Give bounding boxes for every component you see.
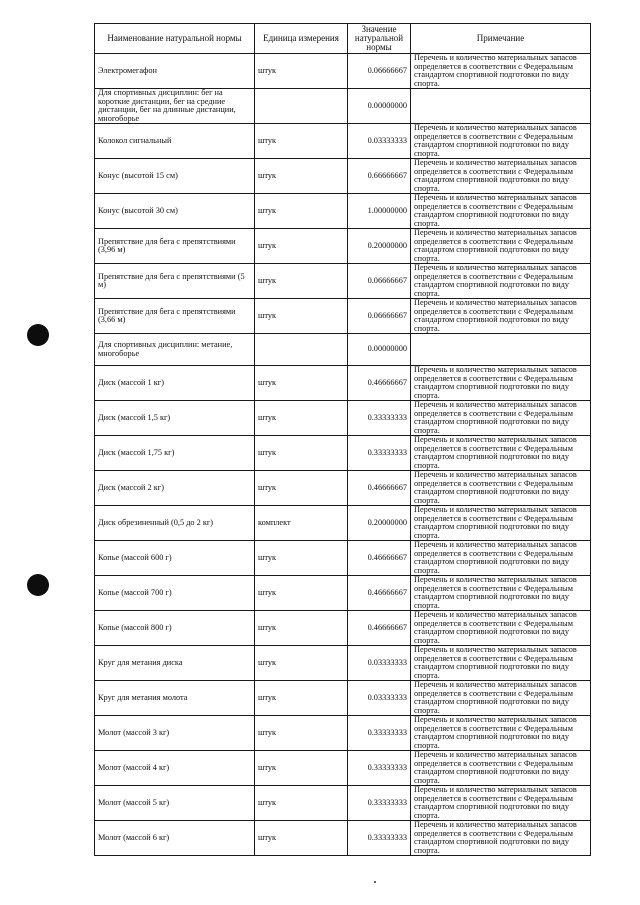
cell-value: 0.33333333: [348, 401, 411, 436]
cell-value: 0.03333333: [348, 646, 411, 681]
table-row: [95, 541, 591, 576]
binder-hole-upper: [27, 324, 49, 346]
cell-name: Диск (массой 1,5 кг): [95, 401, 255, 436]
table-body: [95, 54, 591, 856]
cell-name: Препятствие для бега с препятствиями (3,96 м): [95, 229, 255, 264]
scan-speck: [374, 881, 376, 883]
cell-value: 0.03333333: [348, 681, 411, 716]
cell-unit: штук: [255, 646, 348, 681]
table-row: [95, 821, 591, 856]
table-row: [95, 194, 591, 229]
cell-name: Для спортивных дисциплин: метание, многоборье: [95, 334, 255, 366]
cell-value: 0.06666667: [348, 54, 411, 89]
table-row: [95, 89, 591, 124]
cell-note: Перечень и количество материальных запасов определяется в соответствии с Федеральным стандартом спортивной подготовки по виду спорта.: [411, 681, 591, 716]
cell-note: Перечень и количество материальных запасов определяется в соответствии с Федеральным стандартом спортивной подготовки по виду спорта.: [411, 716, 591, 751]
cell-note: Перечень и количество материальных запасов определяется в соответствии с Федеральным стандартом спортивной подготовки по виду спорта.: [411, 401, 591, 436]
table-row: [95, 299, 591, 334]
cell-unit: штук: [255, 54, 348, 89]
cell-name: Молот (массой 4 кг): [95, 751, 255, 786]
cell-unit: штук: [255, 576, 348, 611]
cell-value: 1.00000000: [348, 194, 411, 229]
cell-value: 0.03333333: [348, 124, 411, 159]
cell-unit: штук: [255, 159, 348, 194]
cell-name: Круг для метания диска: [95, 646, 255, 681]
cell-value: 0.33333333: [348, 436, 411, 471]
cell-value: 0.33333333: [348, 821, 411, 856]
cell-unit: штук: [255, 751, 348, 786]
cell-name: Молот (массой 6 кг): [95, 821, 255, 856]
table-row: [95, 401, 591, 436]
cell-unit: штук: [255, 681, 348, 716]
table-row: [95, 646, 591, 681]
table-row: [95, 124, 591, 159]
cell-unit: штук: [255, 124, 348, 159]
header-unit: Единица измерения: [255, 24, 348, 54]
cell-note: Перечень и количество материальных запасов определяется в соответствии с Федеральным стандартом спортивной подготовки по виду спорта.: [411, 264, 591, 299]
cell-name: Диск (массой 1 кг): [95, 366, 255, 401]
cell-note: Перечень и количество материальных запасов определяется в соответствии с Федеральным стандартом спортивной подготовки по виду спорта.: [411, 194, 591, 229]
cell-name: Копье (массой 600 г): [95, 541, 255, 576]
cell-unit: штук: [255, 716, 348, 751]
cell-note: Перечень и количество материальных запасов определяется в соответствии с Федеральным стандартом спортивной подготовки по виду спорта.: [411, 821, 591, 856]
cell-note: Перечень и количество материальных запасов определяется в соответствии с Федеральным стандартом спортивной подготовки по виду спорта.: [411, 576, 591, 611]
table-row: [95, 611, 591, 646]
cell-note: Перечень и количество материальных запасов определяется в соответствии с Федеральным стандартом спортивной подготовки по виду спорта.: [411, 54, 591, 89]
table-row: [95, 576, 591, 611]
table-row: [95, 334, 591, 366]
cell-name: Молот (массой 5 кг): [95, 786, 255, 821]
cell-name: Круг для метания молота: [95, 681, 255, 716]
cell-value: 0.46666667: [348, 471, 411, 506]
cell-unit: штук: [255, 471, 348, 506]
cell-unit: штук: [255, 611, 348, 646]
cell-unit: штук: [255, 366, 348, 401]
table-row: [95, 54, 591, 89]
cell-name: Конус (высотой 30 см): [95, 194, 255, 229]
cell-name: Диск (массой 2 кг): [95, 471, 255, 506]
cell-unit: штук: [255, 436, 348, 471]
cell-note: Перечень и количество материальных запасов определяется в соответствии с Федеральным стандартом спортивной подготовки по виду спорта.: [411, 159, 591, 194]
cell-value: 0.46666667: [348, 611, 411, 646]
cell-name: Препятствие для бега с препятствиями (3,66 м): [95, 299, 255, 334]
cell-unit: штук: [255, 821, 348, 856]
table-row: [95, 506, 591, 541]
cell-value: 0.20000000: [348, 229, 411, 264]
cell-name: Колокол сигнальный: [95, 124, 255, 159]
cell-name: Конус (высотой 15 см): [95, 159, 255, 194]
cell-value: 0.33333333: [348, 786, 411, 821]
cell-unit: штук: [255, 541, 348, 576]
cell-note: Перечень и количество материальных запасов определяется в соответствии с Федеральным стандартом спортивной подготовки по виду спорта.: [411, 124, 591, 159]
table-row: [95, 751, 591, 786]
cell-note: Перечень и количество материальных запасов определяется в соответствии с Федеральным стандартом спортивной подготовки по виду спорта.: [411, 541, 591, 576]
cell-value: 0.00000000: [348, 89, 411, 124]
table-row: [95, 264, 591, 299]
cell-note: Перечень и количество материальных запасов определяется в соответствии с Федеральным стандартом спортивной подготовки по виду спорта.: [411, 751, 591, 786]
cell-name: Диск (массой 1,75 кг): [95, 436, 255, 471]
cell-note: Перечень и количество материальных запасов определяется в соответствии с Федеральным стандартом спортивной подготовки по виду спорта.: [411, 229, 591, 264]
cell-value: 0.33333333: [348, 716, 411, 751]
cell-unit: штук: [255, 401, 348, 436]
cell-note: [411, 89, 591, 124]
cell-name: Копье (массой 700 г): [95, 576, 255, 611]
binder-hole-lower: [27, 574, 49, 596]
table-header-row: [95, 24, 591, 54]
table-row: [95, 366, 591, 401]
table-row: [95, 471, 591, 506]
cell-value: 0.06666667: [348, 264, 411, 299]
cell-value: 0.06666667: [348, 299, 411, 334]
table-row: [95, 716, 591, 751]
cell-note: Перечень и количество материальных запасов определяется в соответствии с Федеральным стандартом спортивной подготовки по виду спорта.: [411, 436, 591, 471]
cell-unit: штук: [255, 264, 348, 299]
cell-note: Перечень и количество материальных запасов определяется в соответствии с Федеральным стандартом спортивной подготовки по виду спорта.: [411, 299, 591, 334]
cell-name: Для спортивных дисциплин: бег на короткие дистанции, бег на средние дистанции, бег на длинные дистанции, многоборье: [95, 89, 255, 124]
cell-note: Перечень и количество материальных запасов определяется в соответствии с Федеральным стандартом спортивной подготовки по виду спорта.: [411, 611, 591, 646]
cell-value: 0.66666667: [348, 159, 411, 194]
cell-note: Перечень и количество материальных запасов определяется в соответствии с Федеральным стандартом спортивной подготовки по виду спорта.: [411, 366, 591, 401]
cell-name: Электромегафон: [95, 54, 255, 89]
cell-name: Препятствие для бега с препятствиями (5 м): [95, 264, 255, 299]
cell-value: 0.46666667: [348, 541, 411, 576]
table-row: [95, 786, 591, 821]
cell-note: [411, 334, 591, 366]
cell-unit: комплект: [255, 506, 348, 541]
cell-unit: штук: [255, 194, 348, 229]
cell-unit: штук: [255, 786, 348, 821]
cell-note: Перечень и количество материальных запасов определяется в соответствии с Федеральным стандартом спортивной подготовки по виду спорта.: [411, 646, 591, 681]
cell-note: Перечень и количество материальных запасов определяется в соответствии с Федеральным стандартом спортивной подготовки по виду спорта.: [411, 471, 591, 506]
header-value: Значение натуральной нормы: [348, 24, 411, 54]
header-note: Примечание: [411, 24, 591, 54]
cell-name: Молот (массой 3 кг): [95, 716, 255, 751]
cell-unit: [255, 89, 348, 124]
cell-name: Копье (массой 800 г): [95, 611, 255, 646]
cell-value: 0.33333333: [348, 751, 411, 786]
cell-value: 0.46666667: [348, 366, 411, 401]
cell-unit: [255, 334, 348, 366]
header-name: Наименование натуральной нормы: [95, 24, 255, 54]
cell-unit: штук: [255, 299, 348, 334]
cell-value: 0.20000000: [348, 506, 411, 541]
table-row: [95, 681, 591, 716]
table-row: [95, 229, 591, 264]
cell-note: Перечень и количество материальных запасов определяется в соответствии с Федеральным стандартом спортивной подготовки по виду спорта.: [411, 506, 591, 541]
table-row: [95, 159, 591, 194]
cell-value: 0.00000000: [348, 334, 411, 366]
cell-note: Перечень и количество материальных запасов определяется в соответствии с Федеральным стандартом спортивной подготовки по виду спорта.: [411, 786, 591, 821]
norms-table: [94, 23, 591, 856]
cell-name: Диск обрезиненный (0,5 до 2 кг): [95, 506, 255, 541]
cell-value: 0.46666667: [348, 576, 411, 611]
table-row: [95, 436, 591, 471]
cell-unit: штук: [255, 229, 348, 264]
